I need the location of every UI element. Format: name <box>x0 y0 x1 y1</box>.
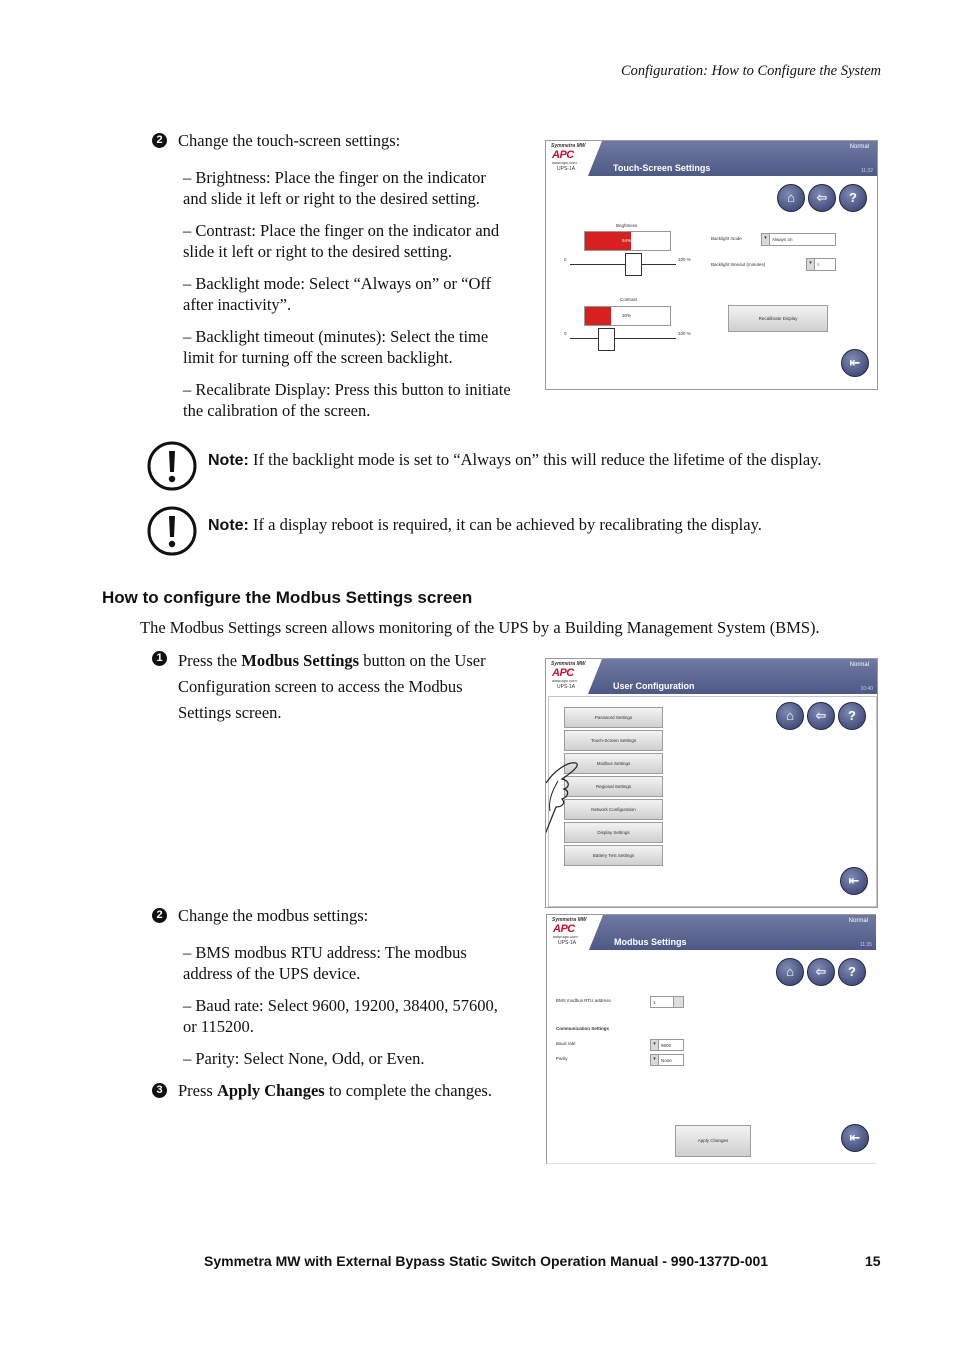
status-label: Normal <box>849 144 869 150</box>
screen-title-bar <box>546 141 877 176</box>
bullet-recalibrate: – Recalibrate Display: Press this button to initiate the calibration of the screen. <box>183 380 511 420</box>
communication-settings-heading: Communication Settings <box>556 1026 610 1031</box>
clock: 11:32 <box>860 168 873 174</box>
bullet-parity: – Parity: Select None, Odd, or Even. <box>183 1049 425 1068</box>
step2-intro: Change the modbus settings: <box>178 906 369 925</box>
apply-changes-button[interactable]: Apply Changes <box>675 1125 751 1157</box>
chevron-down-icon: ▾ <box>762 234 770 245</box>
logo-symmetra: Symmetra MW <box>551 661 586 667</box>
bullet-contrast: – Contrast: Place the finger on the indicator and slide it left or right to the desired setting. <box>183 221 500 261</box>
logo-symmetra: Symmetra MW <box>551 143 586 149</box>
page-number: 15 <box>865 1253 881 1269</box>
brightness-min: 0 <box>564 257 567 262</box>
brightness-label: Brightness <box>616 223 638 228</box>
section-heading: How to configure the Modbus Settings screen <box>102 588 473 607</box>
baud-rate-dropdown[interactable] <box>650 1039 684 1051</box>
status-label: Normal <box>849 662 869 668</box>
rtu-address-input[interactable] <box>650 996 684 1008</box>
back-arrow-icon[interactable]: ⇦ <box>807 958 835 986</box>
backlight-mode-value: Always on <box>772 237 793 242</box>
help-icon[interactable]: ? <box>839 184 867 212</box>
bullet-rtu-address: – BMS modbus RTU address: The modbus address of the UPS device. <box>183 943 467 983</box>
help-icon[interactable]: ? <box>838 702 866 730</box>
chevron-down-icon: ▾ <box>807 259 815 270</box>
user-configuration-screenshot <box>545 658 878 908</box>
screen-title-bar <box>546 659 877 694</box>
contrast-bar <box>584 306 671 326</box>
contrast-min: 0 <box>564 331 567 336</box>
logo-url: www.apc.com <box>552 160 577 165</box>
status-label: Normal <box>848 918 868 924</box>
exit-icon[interactable]: ⇤ <box>841 1124 869 1152</box>
logo-url: www.apc.com <box>553 934 578 939</box>
brightness-bar <box>584 231 671 251</box>
touch-screen-settings-button[interactable]: Touch-Screen Settings <box>564 730 663 751</box>
apc-logo: APC <box>552 149 574 161</box>
unit-label: UPS-1A <box>557 166 576 172</box>
regional-settings-button[interactable]: Regional Settings <box>564 776 663 797</box>
note-text: If a display reboot is required, it can be achieved by recalibrating the display. <box>248 515 762 534</box>
footer-manual-title: Symmetra MW with External Bypass Static Switch Operation Manual - 990-1377D-001 <box>204 1253 769 1269</box>
parity-label: Parity <box>556 1056 568 1061</box>
step-intro: Change the touch-screen settings: <box>178 131 401 150</box>
backlight-timeout-label: Backlight timeout (minutes) <box>711 262 766 267</box>
brightness-max: 100 % <box>678 257 691 262</box>
contrast-max: 100 % <box>678 331 691 336</box>
contrast-label: Contrast <box>620 297 638 302</box>
back-arrow-icon[interactable]: ⇦ <box>808 184 836 212</box>
note-backlight <box>208 450 822 470</box>
home-icon[interactable]: ⌂ <box>777 184 805 212</box>
display-settings-button[interactable]: Display Settings <box>564 822 663 843</box>
apc-logo: APC <box>553 923 575 935</box>
password-settings-button[interactable]: Password Settings <box>564 707 663 728</box>
note-text: If the backlight mode is set to “Always on” this will reduce the lifetime of the display. <box>248 450 822 469</box>
chevron-down-icon: ▾ <box>651 1055 659 1065</box>
chevron-down-icon: ▾ <box>651 1040 659 1050</box>
contrast-slider-handle[interactable] <box>598 328 615 351</box>
touch-screen-settings-screenshot <box>545 140 878 390</box>
contrast-value: 30% <box>622 313 632 318</box>
step3-text: Press Apply Changes to complete the changes. <box>178 1081 492 1100</box>
logo-url: www.apc.com <box>552 678 577 683</box>
note-label: Note: <box>208 452 249 469</box>
help-icon[interactable]: ? <box>838 958 866 986</box>
step1-text: Press the Modbus Settings button on the User Configuration screen to access the Modbus Settings screen. <box>178 651 486 722</box>
modbus-settings-button[interactable]: Modbus Settings <box>564 753 663 774</box>
screen-title: User Configuration <box>613 681 695 691</box>
step-number: 3 <box>152 1083 167 1098</box>
home-icon[interactable]: ⌂ <box>776 958 804 986</box>
step-number: 1 <box>152 651 167 666</box>
parity-value: None <box>661 1058 672 1063</box>
recalibrate-display-button[interactable]: Recalibrate Display <box>728 305 828 332</box>
modbus-settings-screenshot <box>546 914 876 1164</box>
apc-logo: APC <box>552 667 574 679</box>
screen-title-bar <box>547 915 876 950</box>
brightness-slider-handle[interactable] <box>625 253 642 276</box>
back-arrow-icon[interactable]: ⇦ <box>807 702 835 730</box>
backlight-mode-label: Backlight mode <box>711 236 742 241</box>
clock: 10:40 <box>860 686 873 692</box>
battery-test-settings-button[interactable]: Battery Test Settings <box>564 845 663 866</box>
screen-title: Modbus Settings <box>614 937 687 947</box>
unit-label: UPS-1A <box>557 684 576 690</box>
baud-rate-label: Baud rate <box>556 1041 576 1046</box>
note-label: Note: <box>208 517 249 534</box>
backlight-timeout-dropdown[interactable] <box>806 258 836 271</box>
bullet-backlight-timeout: – Backlight timeout (minutes): Select the time limit for turning off the screen backlight. <box>183 327 489 367</box>
rtu-address-value: 1 <box>653 1000 656 1005</box>
rtu-address-label: BMS modbus RTU address <box>556 998 611 1003</box>
backlight-timeout-value: 5 <box>817 262 820 267</box>
step-number: 2 <box>152 133 167 148</box>
bullet-brightness: – Brightness: Place the finger on the indicator and slide it left or right to the desired setting. <box>183 168 486 208</box>
warning-exclamation-icon <box>147 441 197 491</box>
network-configuration-button[interactable]: Network Configuration <box>564 799 663 820</box>
exit-icon[interactable]: ⇤ <box>841 349 869 377</box>
clock: 11:35 <box>859 942 872 948</box>
unit-label: UPS-1A <box>558 940 577 946</box>
step-number: 2 <box>152 908 167 923</box>
backlight-mode-dropdown[interactable] <box>761 233 836 246</box>
bullet-baud-rate: – Baud rate: Select 9600, 19200, 38400, 57600, or 115200. <box>183 996 498 1036</box>
section-intro: The Modbus Settings screen allows monitoring of the UPS by a Building Management System (BMS). <box>140 618 820 637</box>
note-reboot <box>208 515 762 535</box>
logo-symmetra: Symmetra MW <box>552 917 587 923</box>
home-icon[interactable]: ⌂ <box>776 702 804 730</box>
pointing-hand-icon <box>545 757 585 842</box>
screen-title: Touch-Screen Settings <box>613 163 711 173</box>
exit-icon[interactable]: ⇤ <box>840 867 868 895</box>
running-header: Configuration: How to Configure the System <box>620 63 881 79</box>
bullet-backlight-mode: – Backlight mode: Select “Always on” or “Off after inactivity”. <box>183 274 492 314</box>
baud-rate-value: 9600 <box>661 1043 672 1048</box>
parity-dropdown[interactable] <box>650 1054 684 1066</box>
warning-exclamation-icon <box>147 506 197 556</box>
brightness-value: 54% <box>622 238 632 243</box>
